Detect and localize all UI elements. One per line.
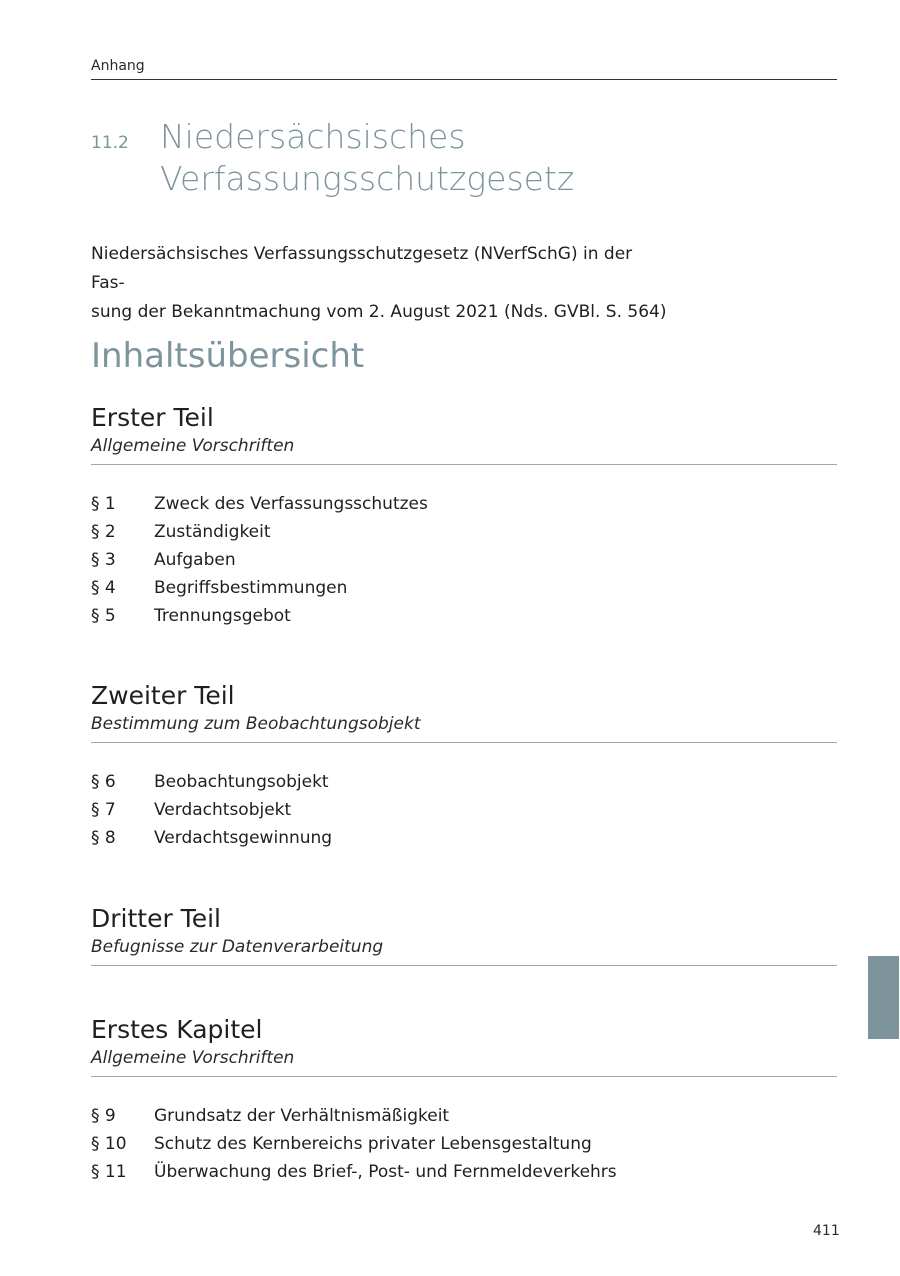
intro-line2: sung der Bekanntmachung vom 2. August 2021 (Nds. GVBl. S. 564) <box>91 302 667 322</box>
part-subtitle: Allgemeine Vorschriften <box>91 1046 837 1077</box>
toc-item <box>91 1102 837 1130</box>
toc-item-label: Zuständigkeit <box>154 522 271 542</box>
chapter-heading <box>91 1014 837 1077</box>
toc-item-label: Verdachtsgewinnung <box>154 828 333 848</box>
toc-item-number: § 4 <box>91 578 116 598</box>
part-heading <box>91 402 837 465</box>
toc-item-label: Zweck des Verfassungsschutzes <box>154 494 428 514</box>
part-subtitle: Allgemeine Vorschriften <box>91 434 837 465</box>
toc-item-number: § 7 <box>91 800 116 820</box>
part-title: Zweiter Teil <box>91 681 235 710</box>
part-title: Dritter Teil <box>91 904 221 933</box>
toc-item <box>91 824 837 852</box>
part-subtitle: Bestimmung zum Beobachtungsobjekt <box>91 712 837 743</box>
intro-line1: Niedersächsisches Verfassungsschutzgesetz (NVerfSchG) in der Fas- <box>91 244 633 293</box>
toc-item <box>91 796 837 824</box>
toc-item <box>91 490 837 518</box>
toc-item-label: Grundsatz der Verhältnismäßigkeit <box>154 1106 450 1126</box>
toc-item <box>91 1158 837 1186</box>
toc-item <box>91 602 837 630</box>
toc-item <box>91 768 837 796</box>
section-thumb-tab <box>868 956 899 1039</box>
part-title: Erster Teil <box>91 403 214 432</box>
chapter-number: 11.2 <box>91 133 129 153</box>
chapter-title-line1: Niedersächsisches <box>160 117 466 156</box>
toc-item-label: Verdachtsobjekt <box>154 800 292 820</box>
toc-item-label: Begriffsbestimmungen <box>154 578 348 598</box>
toc-item-label: Beobachtungsobjekt <box>154 772 329 792</box>
toc-item-label: Trennungsgebot <box>154 606 291 626</box>
chapter-title <box>160 116 574 200</box>
toc-item <box>91 1130 837 1158</box>
part-subtitle: Befugnisse zur Datenverarbeitung <box>91 935 837 966</box>
toc-item-number: § 1 <box>91 494 116 514</box>
toc-item-label: Aufgaben <box>154 550 236 570</box>
toc-item-number: § 6 <box>91 772 116 792</box>
toc-item-number: § 3 <box>91 550 116 570</box>
part-heading <box>91 903 837 966</box>
toc-item <box>91 574 837 602</box>
toc-item-label: Schutz des Kernbereichs privater Lebensgestaltung <box>154 1134 592 1154</box>
toc-item-number: § 9 <box>91 1106 116 1126</box>
part-heading <box>91 680 837 743</box>
toc-item-number: § 2 <box>91 522 116 542</box>
toc-item-number: § 10 <box>91 1134 127 1154</box>
toc-item-number: § 8 <box>91 828 116 848</box>
toc-list <box>91 490 837 630</box>
chapter-title-line2: Verfassungsschutzgesetz <box>160 159 575 198</box>
toc-list <box>91 1102 837 1186</box>
toc-heading: Inhaltsübersicht <box>91 336 365 376</box>
toc-item <box>91 518 837 546</box>
page-number: 411 <box>813 1223 840 1239</box>
part-title: Erstes Kapitel <box>91 1015 263 1044</box>
toc-item-number: § 11 <box>91 1162 127 1182</box>
toc-item-number: § 5 <box>91 606 116 626</box>
intro-paragraph <box>91 240 671 327</box>
toc-item <box>91 546 837 574</box>
toc-list <box>91 768 837 852</box>
running-head: Anhang <box>91 58 837 80</box>
toc-item-label: Überwachung des Brief-, Post- und Fernmeldeverkehrs <box>154 1162 617 1182</box>
